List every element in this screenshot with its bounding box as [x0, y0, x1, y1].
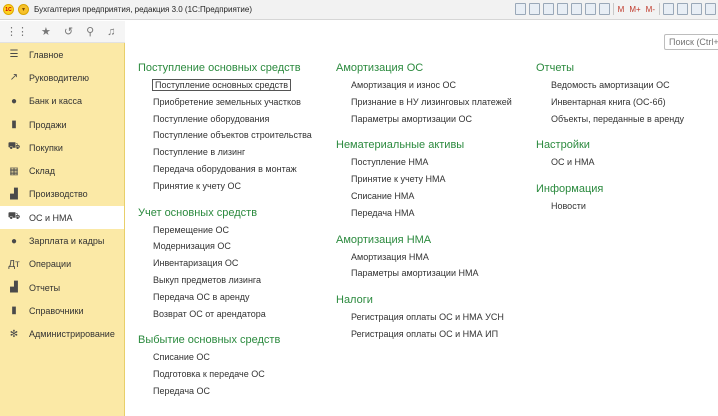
- sidebar-item[interactable]: [0, 276, 124, 299]
- section-title: Поступление основных средств: [138, 62, 301, 74]
- app-logo: 1С: [3, 4, 14, 15]
- nav-link-label: Параметры амортизации НМА: [351, 268, 479, 279]
- nav-link[interactable]: [336, 154, 512, 171]
- document-icon[interactable]: [663, 3, 674, 15]
- nav-link[interactable]: [536, 154, 684, 171]
- nav-link[interactable]: [138, 178, 312, 195]
- upload-icon[interactable]: [543, 3, 554, 15]
- operations-icon: Дт: [8, 258, 20, 270]
- save-icon[interactable]: [515, 3, 526, 15]
- sidebar-item-label: Руководителю: [29, 72, 90, 83]
- nav-link[interactable]: [336, 188, 512, 205]
- section-title: Амортизация НМА: [336, 233, 432, 246]
- nav-link-label: Регистрация оплаты ОС и НМА УСН: [351, 312, 504, 323]
- nav-link-label: Списание ОС: [153, 352, 210, 363]
- sidebar-item[interactable]: [0, 206, 124, 229]
- bag-icon: ▮: [11, 119, 17, 131]
- nav-link-label: Поступление оборудования: [153, 113, 270, 124]
- nav-link-label: Новости: [551, 201, 586, 212]
- nav-link[interactable]: [536, 198, 684, 215]
- memory-m-button[interactable]: M: [617, 4, 625, 14]
- search-icon[interactable]: ⚲: [86, 26, 95, 38]
- nav-link[interactable]: [138, 383, 312, 400]
- nav-link-label: Передача НМА: [351, 207, 415, 218]
- content-column-3: [536, 60, 684, 215]
- sidebar-item-label: Отчеты: [29, 282, 61, 293]
- nav-link[interactable]: [336, 309, 512, 326]
- nav-link-label: Поступление в лизинг: [153, 147, 246, 158]
- sidebar-item-label: Покупки: [29, 142, 63, 153]
- nav-link-label: Амортизация НМА: [351, 251, 429, 262]
- favorites-star-icon[interactable]: ★: [41, 26, 51, 38]
- nav-link[interactable]: [336, 205, 512, 222]
- warehouse-icon: ▦: [9, 165, 19, 177]
- nav-link-label: Поступление основных средств: [155, 80, 289, 90]
- truck-icon: ⛟: [7, 211, 21, 223]
- nav-link-label: Поступление объектов строительства: [153, 130, 312, 141]
- section-title: Амортизация ОС: [336, 62, 424, 74]
- main-menu-button[interactable]: ▾: [18, 4, 29, 15]
- nav-link[interactable]: [138, 222, 312, 239]
- sidebar-item[interactable]: [0, 253, 124, 276]
- nav-link[interactable]: [336, 249, 512, 266]
- titlebar-tools: [515, 3, 716, 15]
- cart-icon: ⛟: [7, 141, 21, 153]
- nav-link-label: Передача ОС: [153, 385, 211, 396]
- sidebar-item-label: Зарплата и кадры: [29, 236, 105, 247]
- factory-icon: ▟: [10, 188, 18, 200]
- gear-icon: ✻: [9, 328, 19, 340]
- nav-link-label: Списание НМА: [351, 190, 415, 201]
- nav-link[interactable]: [336, 171, 512, 188]
- info-icon[interactable]: [705, 3, 716, 15]
- nav-link[interactable]: [536, 94, 684, 111]
- nav-link[interactable]: [336, 265, 512, 282]
- section-title: Налоги: [336, 294, 373, 307]
- nav-link[interactable]: [138, 366, 312, 383]
- nav-link[interactable]: [536, 111, 684, 128]
- person-icon: ●: [10, 235, 18, 247]
- sidebar-item-label: Главное: [29, 49, 64, 60]
- toolbar-separator: [659, 3, 660, 15]
- sidebar-item-label: ОС и НМА: [29, 212, 73, 223]
- sidebar-item-label: Операции: [29, 259, 72, 270]
- nav-link-label: Амортизация и износ ОС: [351, 80, 456, 90]
- nav-link-label: Передача ОС в аренду: [153, 291, 250, 302]
- nav-link[interactable]: [138, 77, 312, 94]
- nav-link-label: Поступление НМА: [351, 157, 429, 168]
- calculator-icon[interactable]: [599, 3, 610, 15]
- sidebar-item-label: Склад: [29, 166, 56, 177]
- nav-link-label: Параметры амортизации ОС: [351, 113, 472, 124]
- sidebar-item[interactable]: [0, 43, 124, 66]
- nav-link-label: Принятие к учету НМА: [351, 174, 446, 185]
- menu-icon: ☰: [9, 49, 19, 61]
- nav-link[interactable]: [336, 326, 512, 343]
- sidebar-item[interactable]: [0, 66, 124, 89]
- content-column-1: [138, 60, 312, 400]
- book-icon: ▮: [11, 305, 17, 317]
- section-title: Отчеты: [536, 62, 575, 74]
- nav-link[interactable]: [138, 306, 312, 323]
- section-title: Настройки: [536, 139, 590, 152]
- nav-link[interactable]: [138, 238, 312, 255]
- sidebar-item[interactable]: [0, 113, 124, 136]
- nav-link-label: Ведомость амортизации ОС: [551, 80, 670, 90]
- nav-link-label: Модернизация ОС: [153, 241, 231, 252]
- report-icon: ▟: [10, 282, 18, 294]
- nav-link-label: Подготовка к передаче ОС: [153, 369, 265, 380]
- nav-link-label: Объекты, переданные в аренду: [551, 113, 685, 124]
- sidebar-item[interactable]: [0, 159, 124, 182]
- trend-icon: ↗: [9, 72, 19, 84]
- nav-link[interactable]: [536, 77, 684, 94]
- nav-link[interactable]: [138, 144, 312, 161]
- window-title: Бухгалтерия предприятия, редакция 3.0 (1С:Предприятие): [34, 5, 253, 14]
- sidebar-item-label: Продажи: [29, 119, 67, 130]
- sidebar-item-label: Администрирование: [29, 329, 115, 340]
- nav-link[interactable]: [138, 272, 312, 289]
- nav-link-label: Регистрация оплаты ОС и НМА ИП: [351, 328, 499, 339]
- nav-link[interactable]: [138, 289, 312, 306]
- toolbar-separator: [613, 3, 614, 15]
- history-icon[interactable]: ↺: [63, 26, 74, 38]
- nav-link[interactable]: [336, 94, 512, 111]
- nav-link[interactable]: [138, 349, 312, 366]
- nav-link[interactable]: [138, 111, 312, 128]
- dropdown-icon[interactable]: [677, 3, 688, 15]
- title-bar: [0, 0, 718, 20]
- coin-icon: ●: [10, 95, 18, 107]
- nav-link-label: Принятие к учету ОС: [153, 180, 242, 191]
- sidebar-item-label: Производство: [29, 189, 88, 200]
- nav-link[interactable]: [138, 127, 312, 144]
- nav-link[interactable]: [138, 94, 312, 111]
- sidebar-item-label: Банк и касса: [29, 96, 82, 107]
- sidebar-item[interactable]: [0, 183, 124, 206]
- nav-link[interactable]: [138, 161, 312, 178]
- sidebar-item[interactable]: [0, 299, 124, 322]
- section-title: Учет основных средств: [138, 206, 258, 219]
- table-icon[interactable]: [571, 3, 582, 15]
- nav-link[interactable]: [336, 77, 512, 94]
- sidebar: [0, 43, 125, 416]
- nav-link-label: Инвентаризация ОС: [153, 258, 239, 269]
- nav-link-label: Перемещение ОС: [153, 224, 229, 235]
- nav-link-label: Приобретение земельных участков: [153, 96, 301, 107]
- nav-link-label: Инвентарная книга (ОС-6б): [551, 96, 666, 107]
- zoom-icon[interactable]: [691, 3, 702, 15]
- nav-link-label: ОС и НМА: [551, 157, 595, 168]
- calendar-icon[interactable]: [585, 3, 596, 15]
- nav-link-label: Возврат ОС от арендатора: [153, 308, 266, 319]
- nav-link-label: Признание в НУ лизинговых платежей: [351, 96, 512, 107]
- print-icon[interactable]: [529, 3, 540, 15]
- section-title: Информация: [536, 183, 604, 196]
- search-input[interactable]: [664, 34, 718, 50]
- memory-plus-button[interactable]: M+: [629, 4, 641, 14]
- nav-link-label: Выкуп предметов лизинга: [153, 274, 262, 285]
- apps-grid-icon[interactable]: ⋮⋮: [6, 26, 28, 38]
- notification-bell-icon[interactable]: ♫: [107, 25, 116, 38]
- section-title: Выбытие основных средств: [138, 334, 281, 347]
- nav-link-label: Передача оборудования в монтаж: [153, 163, 297, 174]
- sidebar-item[interactable]: [0, 323, 124, 346]
- memory-minus-button[interactable]: M-: [645, 4, 655, 14]
- nav-toolbar: [0, 21, 125, 43]
- sidebar-item-label: Справочники: [29, 305, 84, 316]
- sidebar-item[interactable]: [0, 90, 124, 113]
- sidebar-item[interactable]: [0, 136, 124, 159]
- section-title: Нематериальные активы: [336, 139, 465, 152]
- content-column-2: [336, 60, 512, 343]
- nav-link[interactable]: [138, 255, 312, 272]
- nav-link[interactable]: [336, 111, 512, 128]
- sidebar-item[interactable]: [0, 229, 124, 252]
- download-icon[interactable]: [557, 3, 568, 15]
